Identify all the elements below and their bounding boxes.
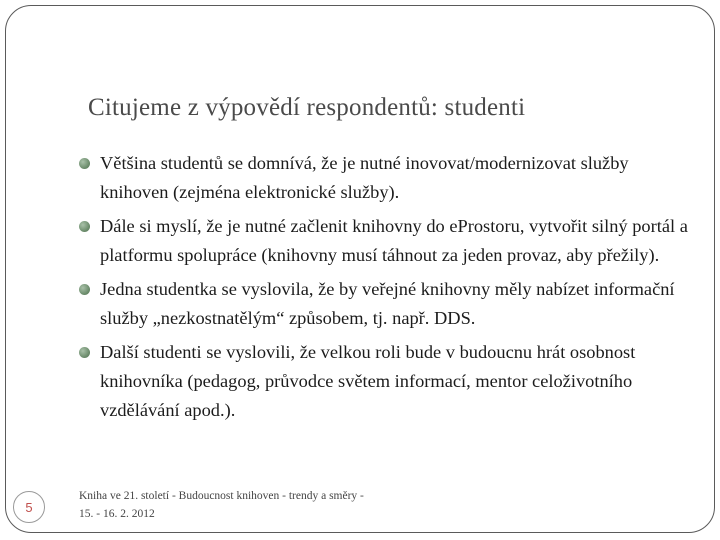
slide-footer: Kniha ve 21. století - Budoucnost knihoven - trendy a směry - 15. - 16. 2. 2012 — [79, 490, 364, 520]
bullet-dot-icon — [79, 284, 90, 295]
bullet-text: Jedna studentka se vyslovila, že by veřejné knihovny měly nabízet informační služby „nezkostnatělým“ způsobem, tj. např. DDS. — [100, 279, 675, 328]
bullet-dot-icon — [79, 347, 90, 358]
bullet-item — [78, 338, 698, 425]
slide-number-text: 5 — [25, 499, 33, 515]
bullet-text: Většina studentů se domnívá, že je nutné inovovat/modernizovat služby knihoven (zejména elektronické služby). — [100, 153, 629, 202]
bullet-item — [78, 212, 698, 270]
bullet-item — [78, 275, 698, 333]
slide-number — [13, 491, 45, 523]
slide-title: Citujeme z výpovědí respondentů: studenti — [88, 94, 526, 121]
bullet-list — [78, 149, 698, 430]
bullet-item — [78, 149, 698, 207]
bullet-text: Dále si myslí, že je nutné začlenit knihovny do eProstoru, vytvořit silný portál a platformu spolupráce (knihovny musí táhnout za jeden provaz, aby přežily). — [100, 216, 688, 265]
bullet-text: Další studenti se vyslovili, že velkou roli bude v budoucnu hrát osobnost knihovníka (pedagog, průvodce světem informací, mentor celoživotního vzdělávání apod.). — [100, 342, 636, 420]
bullet-dot-icon — [79, 158, 90, 169]
bullet-dot-icon — [79, 221, 90, 232]
